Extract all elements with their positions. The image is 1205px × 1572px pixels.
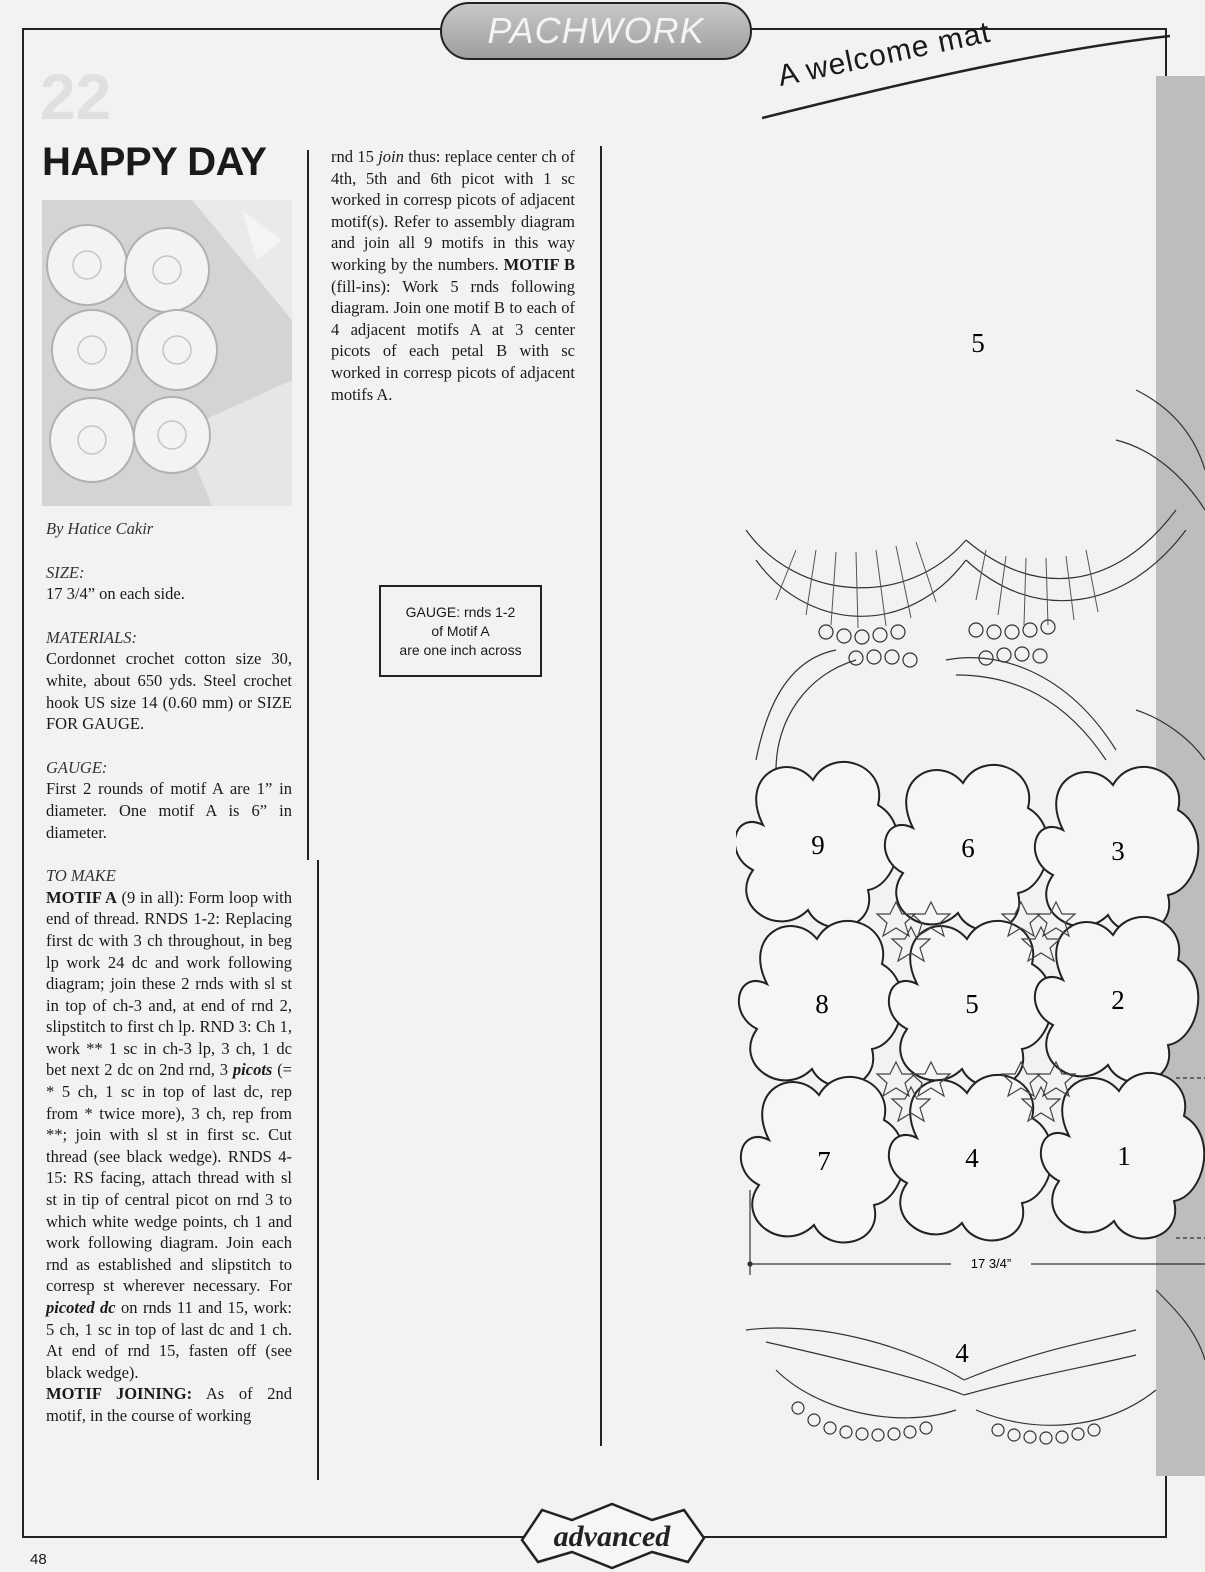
motif-number: 3 [1111,836,1125,866]
column-divider [307,150,309,860]
gauge-box: GAUGE: rnds 1-2 of Motif A are one inch across [379,585,542,677]
section-tab-label: PACHWORK [487,10,705,51]
motif-number: 9 [811,830,825,860]
tagline: A welcome mat [774,15,994,94]
stitch-diagram-bottom [746,1290,1205,1425]
motif-number: 4 [965,1143,979,1173]
gauge-text: First 2 rounds of motif A are 1” in diameter. One motif A is 6” in diameter. [46,779,292,842]
page-title: HAPPY DAY [42,140,267,184]
column-divider [317,860,319,1480]
size-heading: SIZE: [46,562,85,582]
joining-continued: rnd 15 join thus: replace center ch of 4th, 5th and 6th picot with 1 sc worked in corresp picots of adjacent motif(s). Refer to assembly diagram and join all 9 motifs in this way working by the numbers. MOTIF B (fill-ins): Work 5 rnds following diagram. Join one motif B to each of 4 adjacent motifs A at 3 center picots of each petal B with sc worked in corresp picots of adjacent motifs A. [331,147,575,404]
motif-number: 1 [1117,1141,1131,1171]
motif-number: 5 [965,989,979,1019]
diagram-label-top: 5 [971,328,985,358]
motif-joining-instructions: MOTIF JOINING: As of 2nd motif, in the course of working [46,1384,292,1425]
instructions-column-1 [46,518,292,1427]
motif-number: 6 [961,833,975,863]
motif-a-label: MOTIF A [46,887,117,907]
difficulty-label: advanced [553,1520,671,1553]
doily-photo [42,200,292,506]
size-text: 17 3/4” on each side. [46,584,185,604]
gauge-heading: GAUGE: [46,757,108,777]
materials-text: Cordonnet crochet cotton size 30, white, about 650 yds. Steel crochet hook US size 14 (0.60 mm) or SIZE FOR GAUGE. [46,649,292,734]
dimension-label: 17 3/4” [970,1256,1012,1271]
picot-chain-bottom [792,1402,1100,1444]
byline: By Hatice Cakir [46,519,154,538]
assembly-diagram [736,280,1205,1460]
motif-number: 7 [817,1146,831,1176]
crochet-doily-photo-icon [42,200,292,506]
pattern-number: 22 [40,61,112,133]
page-number: 48 [30,1551,47,1568]
difficulty-badge [512,1500,712,1572]
section-tab [440,2,752,60]
motif-number: 2 [1111,985,1125,1015]
motif-number: 8 [815,989,829,1019]
diagram-label-bottom: 4 [955,1338,969,1368]
materials-heading: MATERIALS: [46,627,138,647]
stitch-diagram-top [746,390,1205,770]
column-divider [600,146,602,1446]
motif-a-instructions: MOTIF A (9 in all): Form loop with end of thread. RNDS 1-2: Replacing first dc with 3 ch throughout, in beg lp work 24 dc and work following diagram; join these 2 rnds with sl st in top of ch-3 and, at end of rnd 2, slipstitch to first ch lp. RND 3: Ch 1, work ** 1 sc in ch-3 lp, 3 ch, 1 dc bet next 2 dc on 2nd rnd, 3 picots (= * 5 ch, 1 sc in top of last dc, rep from * twice more), 3 ch, rep from **; join with sl st in first sc. Cut thread (see black wedge). RNDS 4-15: RS facing, attach thread with sl st in tip of central picot on rnd 3 to which white wedge points, ch 1 and work following diagram. Join each rnd as established and slipstitch to corresp st wherever necessary. For picoted dc on rnds 11 and 15, work: 5 ch, 1 sc in top of last dc and 1 ch. At end of rnd 15, fasten off (see black wedge). [46,887,293,1382]
to-make-heading: TO MAKE [46,866,116,886]
instructions-column-2 [331,146,575,405]
